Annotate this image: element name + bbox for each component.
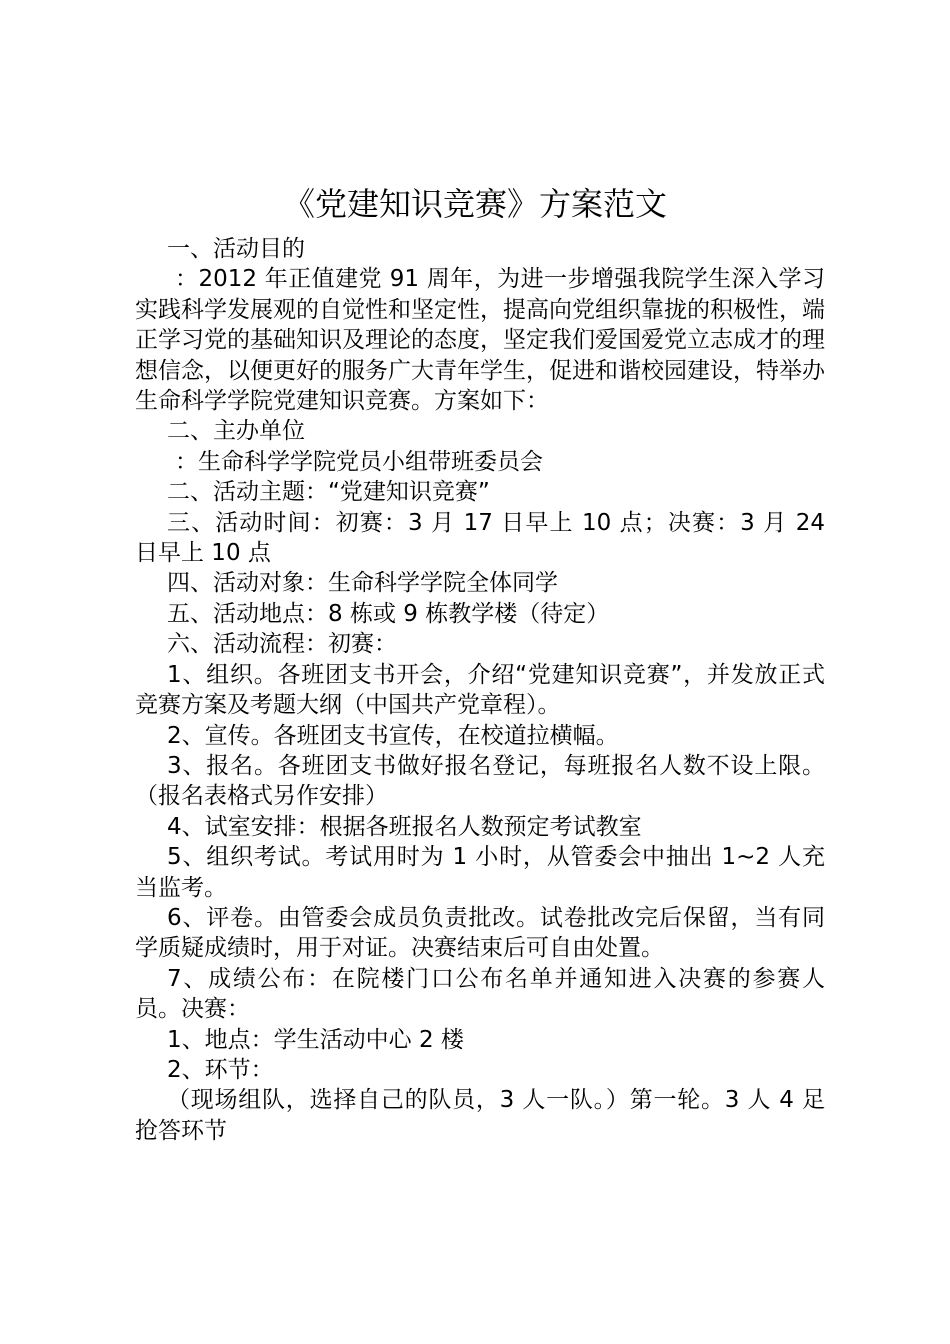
paragraph-theme: 二、活动主题：“党建知识竞赛” [167,479,490,506]
paragraph-audience: 四、活动对象：生命科学学院全体同学 [167,570,558,597]
document-title: 《党建知识竞赛》方案范文 [282,185,667,223]
list-item: 2、环节： [167,1056,274,1083]
list-item: （现场组队，选择自己的队员，3 人一队。）第一轮。3 人 4 足抢答环节 [135,1087,825,1144]
list-item: 1、组织。各班团支书开会，介绍“党建知识竞赛”，并发放正式竞赛方案及考题大纲（中国共产党章程）。 [135,661,825,719]
paragraph-time: 三、活动时间：初赛：3 月 17 日早上 10 点；决赛：3 月 24 日早上 10 点 [135,509,825,567]
section-heading-purpose: 一、活动目的 [167,236,305,262]
list-item: 5、组织考试。考试用时为 1 小时，从管委会中抽出 1~2 人充当监考。 [135,844,825,901]
list-item: 2、宣传。各班团支书宣传，在校道拉横幅。 [167,722,619,749]
paragraph-location: 五、活动地点：8 栋或 9 栋教学楼（待定） [167,600,610,627]
list-item: 1、地点：学生活动中心 2 楼 [167,1026,464,1053]
paragraph-organizer: ：生命科学学院党员小组带班委员会 [175,448,543,475]
paragraph-process: 六、活动流程：初赛： [167,631,397,658]
section-heading-organizer: 二、主办单位 [167,418,305,445]
list-item: 6、评卷。由管委会成员负责批改。试卷批改完后保留，当有同学质疑成绩时，用于对证。决赛结束后可自由处置。 [135,904,825,962]
paragraph-purpose: ：2012 年正值建党 91 周年，为进一步增强我院学生深入学习实践科学发展观的自觉性和坚定性，提高向党组织靠拢的积极性，端正学习党的基础知识及理论的态度，坚定我们爱国爱党立志成才的理想信念，以便更好的服务广大青年学生，促进和谐校园建设，特举办生命科学学院党建知识竞赛。方案如下： [135,266,825,415]
list-item: 3、报名。各班团支书做好报名登记，每班报名人数不设上限。（报名表格式另作安排） [135,752,825,810]
list-item: 7、成绩公布：在院楼门口公布名单并通知进入决赛的参赛人员。决赛： [135,965,825,1023]
list-item: 4、试室安排：根据各班报名人数预定考试教室 [167,813,642,840]
document-body [135,234,825,1146]
